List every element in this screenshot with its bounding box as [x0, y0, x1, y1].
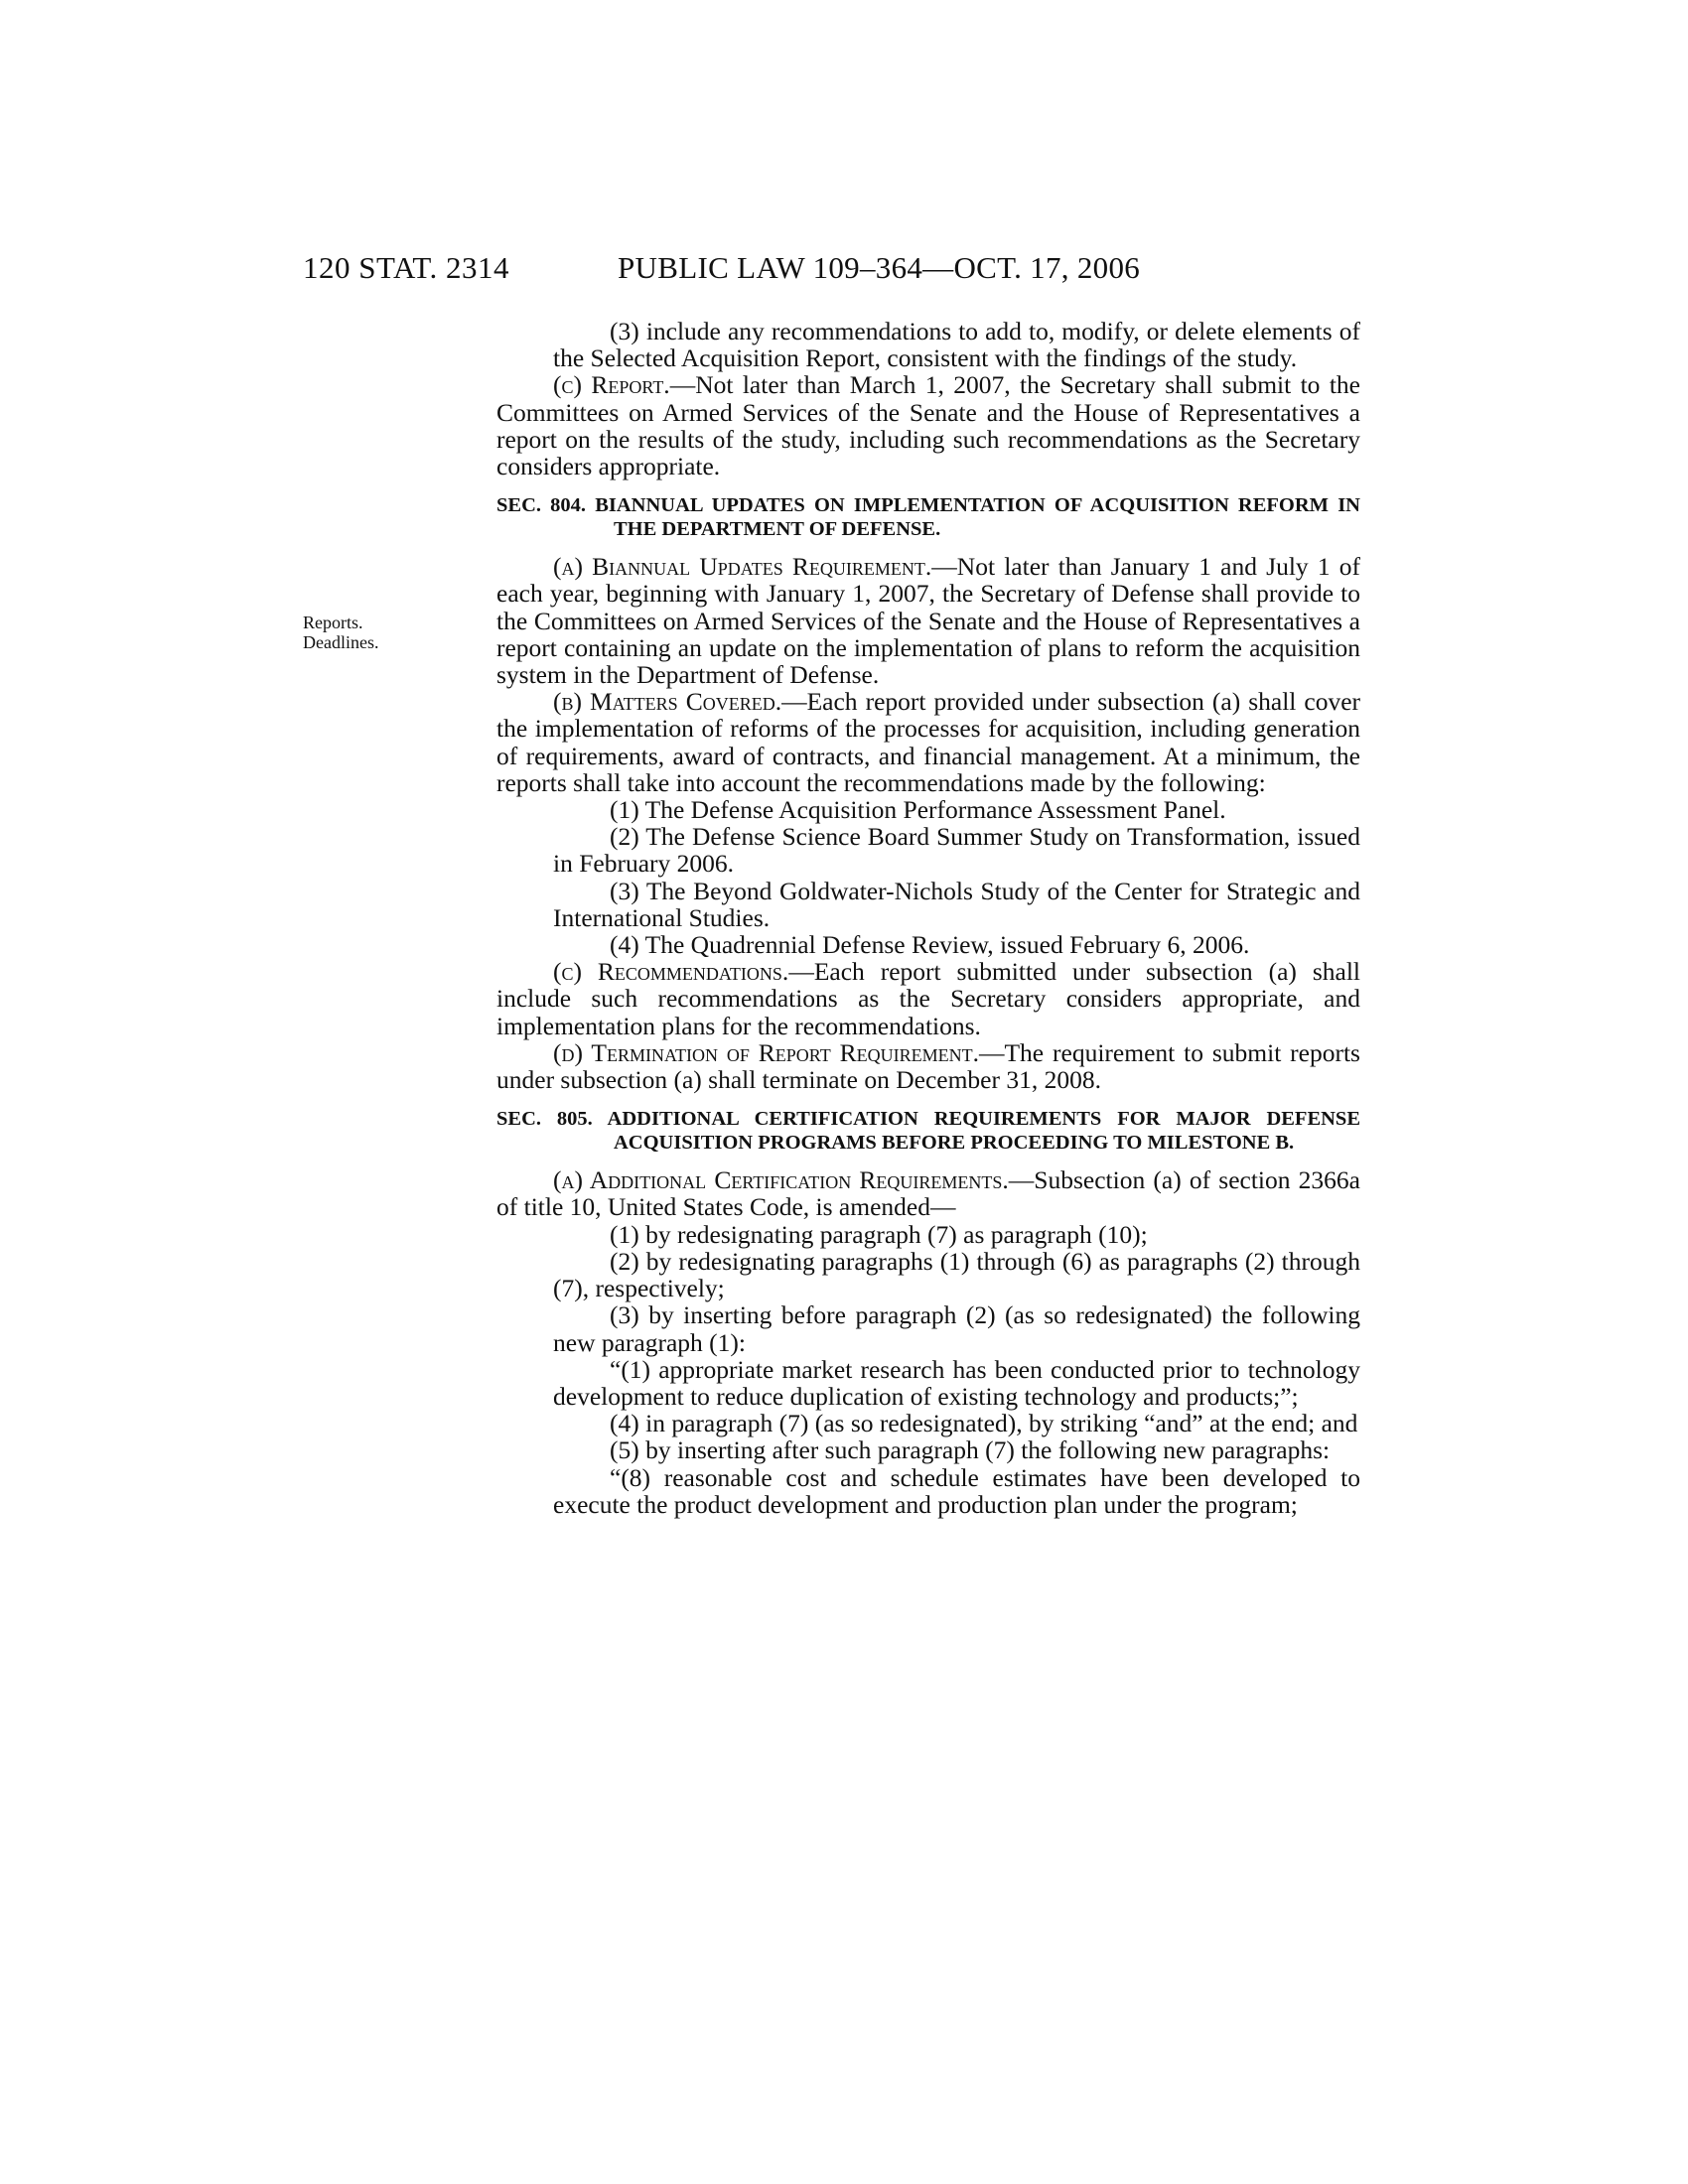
paragraph-804-b2: (2) The Defense Science Board Summer Study on Transformation, issued in February 2006.: [553, 822, 1360, 879]
running-header: PUBLIC LAW 109–364—OCT. 17, 2006: [618, 250, 1141, 285]
subsection-heading: (a) Biannual Updates Requirement.: [553, 552, 932, 582]
paragraph-804-b4: (4) The Quadrennial Defense Review, issued February 6, 2006.: [610, 930, 1250, 960]
paragraph-805-a5: (5) by inserting after such paragraph (7) the following new paragraphs:: [610, 1435, 1331, 1465]
paragraph-803-c: [496, 371, 1360, 479]
subsection-heading: (c) Recommendations.: [553, 957, 789, 987]
paragraph-804-b1: (1) The Defense Acquisition Performance Assessment Panel.: [610, 795, 1226, 825]
paragraph-804-b: [496, 688, 1360, 796]
subsection-heading: (d) Termination of Report Requirement.: [553, 1037, 979, 1067]
subsection-heading: (a) Additional Certification Requirements.: [553, 1165, 1009, 1195]
subsection-text: —Each report provided under subsection (a) shall cover the implementation of reforms of the processes for acquisition, including generation of requirements, award of contracts, and financial management. At a minimum, the reports shall take into account the recommendations made by the following:: [496, 687, 1361, 797]
subsection-heading: (c) Report.: [553, 370, 670, 400]
statute-page-number: 120 STAT. 2314: [303, 250, 510, 285]
paragraph-805-a4: (4) in paragraph (7) (as so redesignated), by striking “and” at the end; and: [610, 1409, 1358, 1438]
subsection-text: —Subsection (a) of section 2366a of title 10, United States Code, is amended—: [496, 1165, 1360, 1222]
subsection-text: —Not later than March 1, 2007, the Secretary shall submit to the Committees on Armed Services of the Senate and the House of Representatives a report on the results of the study, including such recommendations as the Secretary considers appropriate.: [496, 370, 1360, 481]
paragraph-805-a1: (1) by redesignating paragraph (7) as paragraph (10);: [610, 1219, 1148, 1249]
quoted-paragraph-1: “(1) appropriate market research has been conducted prior to technology development to reduce duplication of existing technology and products;”;: [553, 1354, 1360, 1411]
paragraph-805-a2: (2) by redesignating paragraphs (1) through (6) as paragraphs (2) through (7), respectively;: [553, 1246, 1360, 1303]
paragraph-805-a3: (3) by inserting before paragraph (2) (as so redesignated) the following new paragraph (1):: [553, 1300, 1360, 1357]
subsection-text: —Not later than January 1 and July 1 of each year, beginning with January 1, 2007, the Secretary of Defense shall provide to the Committees on Armed Services of the Senate and the House of Representatives a report containing an update on the implementation of plans to reform the acquisition system in the Department of Defense.: [496, 552, 1360, 690]
subsection-text: —The requirement to submit reports under subsection (a) shall terminate on December 31, 2008.: [496, 1037, 1360, 1095]
section-804-heading: SEC. 804. BIANNUAL UPDATES ON IMPLEMENTATION OF ACQUISITION REFORM IN THE DEPARTMENT OF DEFENSE.: [496, 494, 1360, 541]
section-805-heading: SEC. 805. ADDITIONAL CERTIFICATION REQUIREMENTS FOR MAJOR DEFENSE ACQUISITION PROGRAMS BEFORE PROCEEDING TO MILESTONE B.: [496, 1108, 1360, 1155]
margin-notes: [303, 613, 442, 652]
paragraph-804-d: [496, 1039, 1360, 1093]
margin-note-deadlines: Deadlines.: [303, 632, 379, 652]
paragraph-803-3: (3) include any recommendations to add to, modify, or delete elements of the Selected Acquisition Report, consistent with the findings of the study.: [553, 317, 1360, 373]
page-body: [496, 318, 1360, 1518]
subsection-heading: (b) Matters Covered.: [553, 687, 782, 717]
quoted-paragraph-8: “(8) reasonable cost and schedule estimates have been developed to execute the product development and production plan under the program;: [553, 1462, 1360, 1519]
paragraph-805-a: [496, 1166, 1360, 1220]
paragraph-804-b3: (3) The Beyond Goldwater-Nichols Study of the Center for Strategic and International Studies.: [553, 876, 1360, 932]
paragraph-804-a: [496, 553, 1360, 688]
margin-note-reports: Reports.: [303, 613, 363, 632]
paragraph-804-c: [496, 958, 1360, 1039]
subsection-text: —Each report submitted under subsection (a) shall include such recommendations as the Secretary considers appropriate, and implementation plans for the recommendations.: [496, 957, 1360, 1040]
